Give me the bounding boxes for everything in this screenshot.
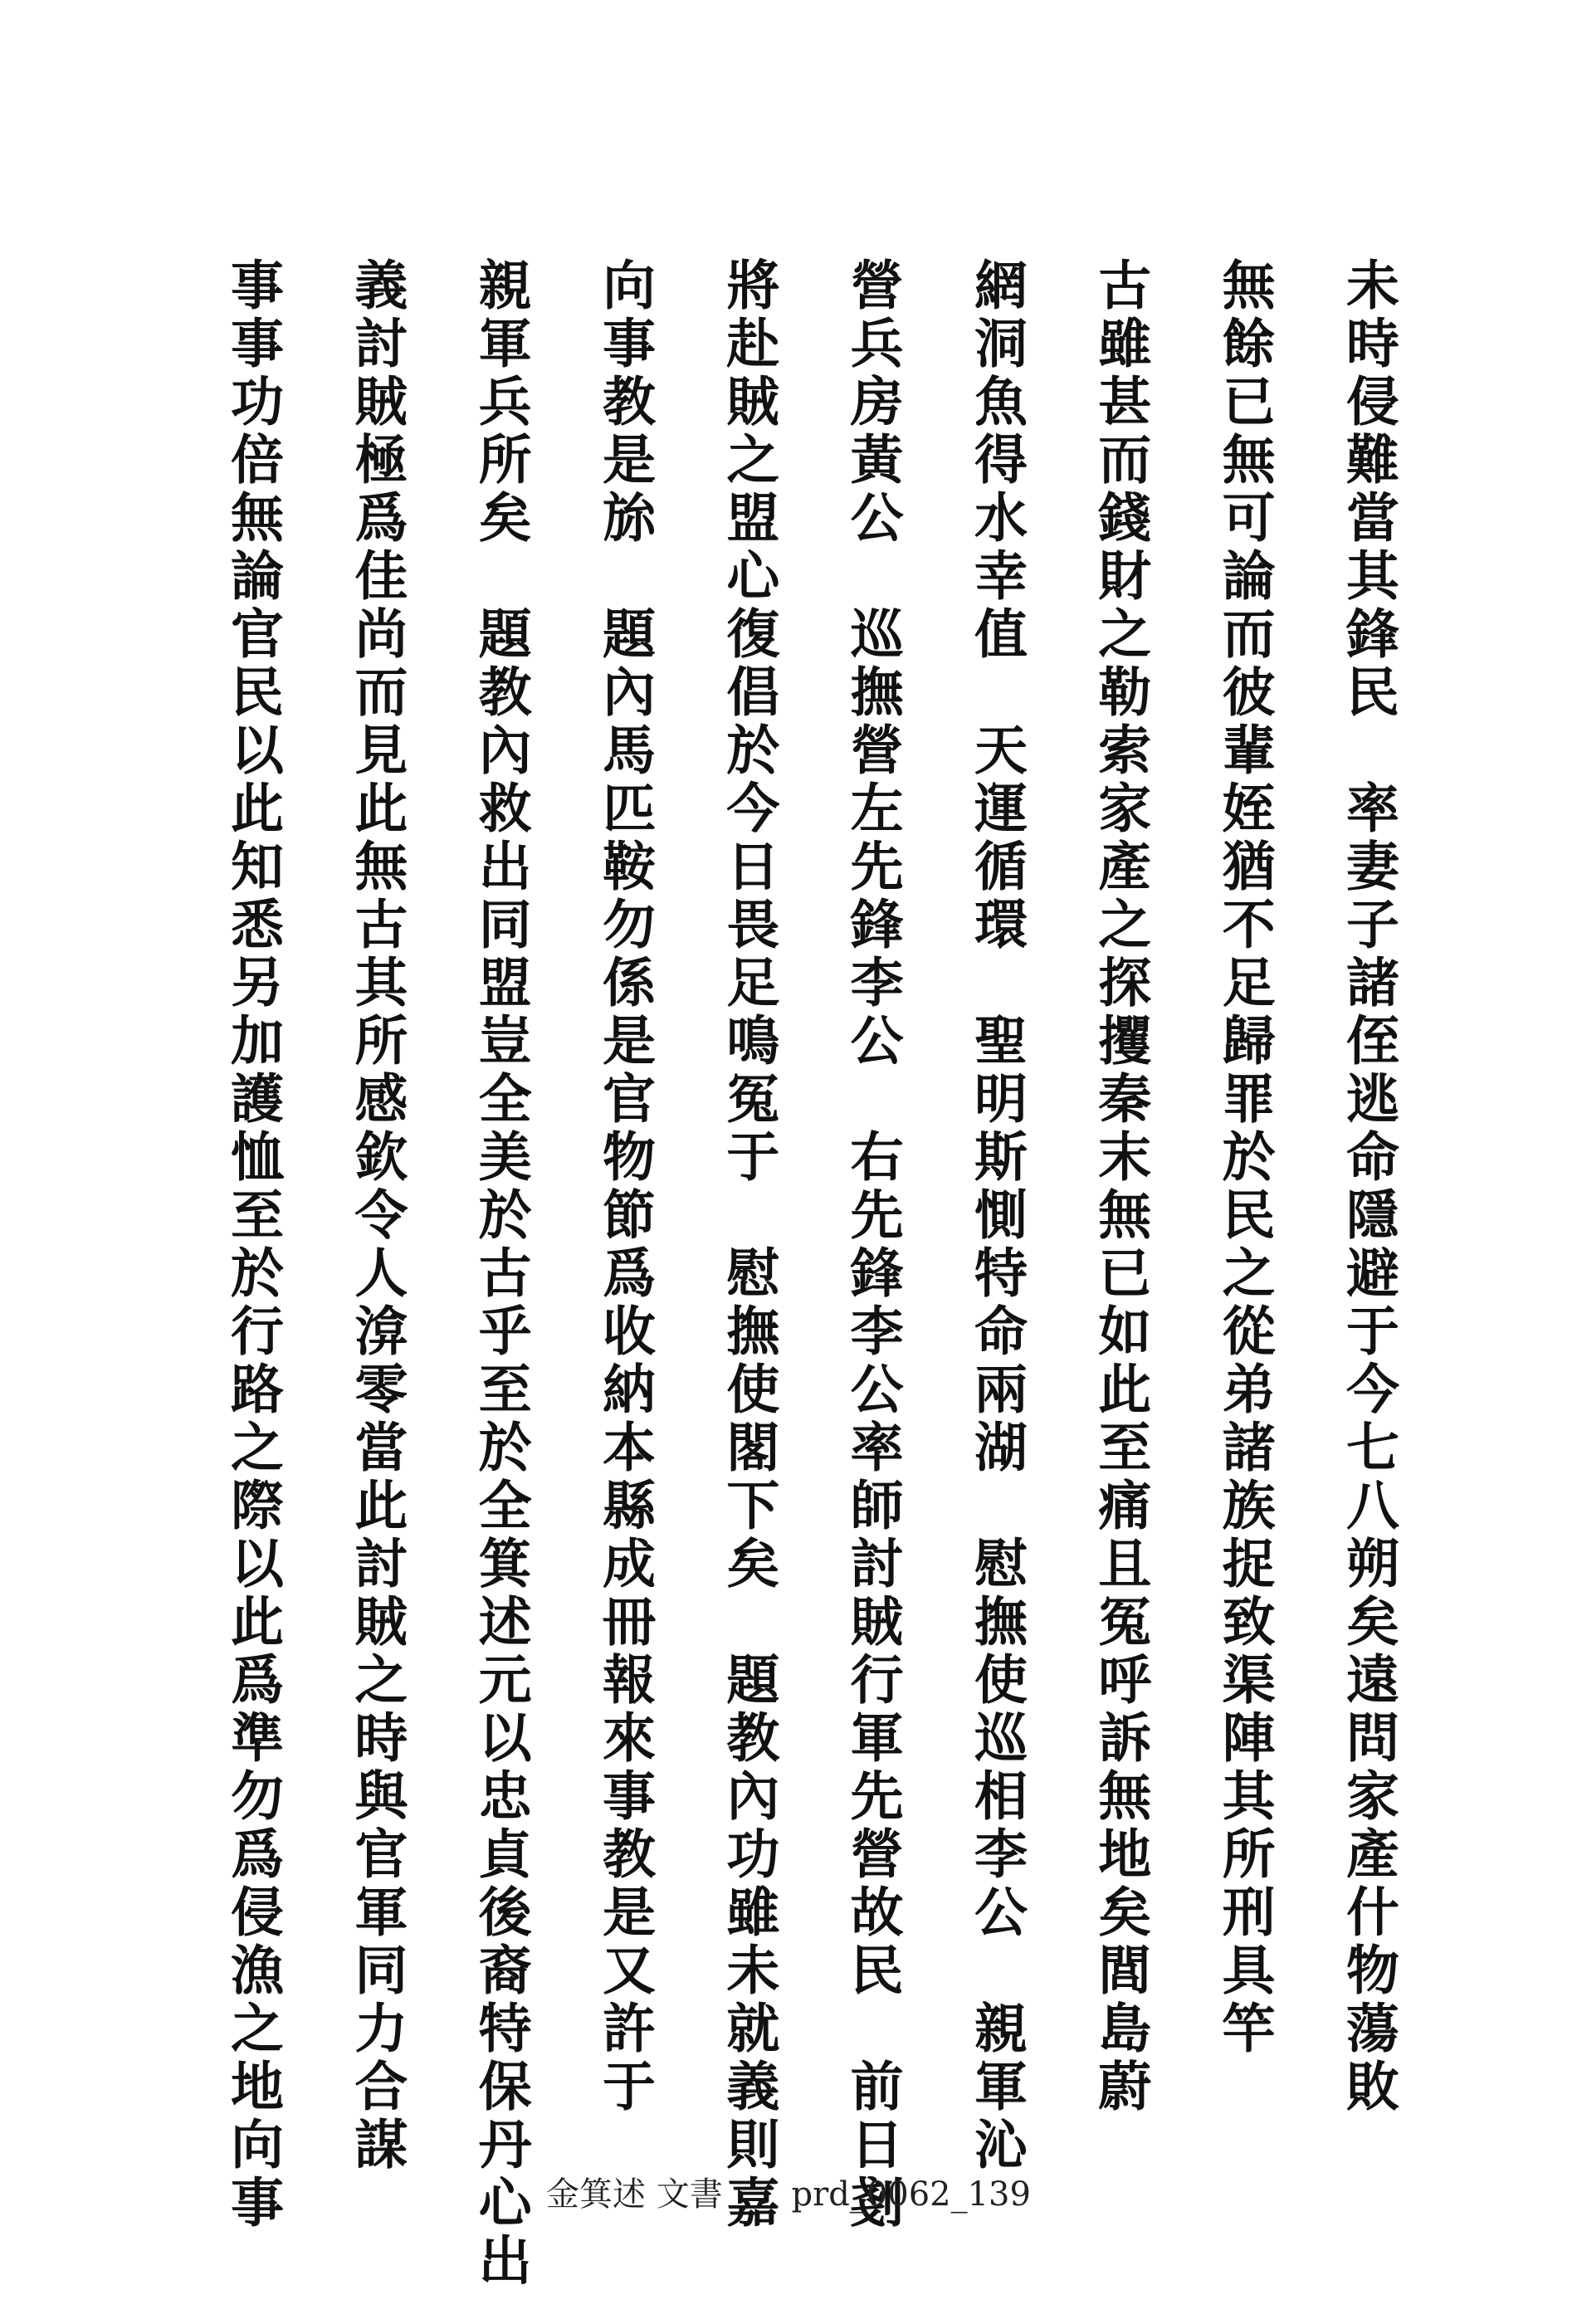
- manuscript-column-7: 向事教是旀 題內馬匹鞍勿係是官物節爲收納本縣成冊報來事教是又許于: [593, 257, 656, 2116]
- manuscript-column-8: 親軍兵所矣 題教內救出同盟豈全美於古乎至於全箕述元以忠貞後裔特保丹心出: [469, 257, 532, 2291]
- document-title: 金箕述 文書: [546, 2175, 723, 2214]
- page-footer: [0, 2168, 1577, 2215]
- manuscript-column-6: 將赴賊之盟心復倡於今日畏足鳴冤于 慰撫使閣下矣 題教內功雖未就義則嘉: [717, 257, 780, 2233]
- manuscript-column-5: 營兵房黃公 巡撫營左先鋒李公 右先鋒李公率師討賊行軍先營故民 前日剗: [841, 257, 904, 2233]
- manuscript-column-9: 義討賊極爲佳尚而見此無古其所感欽令人渰零當此討賊之時與官軍同力合謀: [345, 257, 408, 2175]
- manuscript-column-4: 網洞魚得水幸值 天運循環 聖明斯惻特命兩湖 慰撫使巡相李公 親軍沁: [964, 257, 1028, 2175]
- manuscript-column-10: 事事功倍無論官民以此知悉另加護恤至於行路之際以此爲準勿爲侵漁之地向事: [222, 257, 284, 2233]
- manuscript-column-2: 無餘已無可論而彼輩姪猶不足歸罪於民之從弟諸族捉致渠陣其所刑具竿: [1213, 257, 1276, 2058]
- manuscript-column-3: 古雖甚而錢財之勒索家產之探攫秦末無已如此至痛且冤呼訴無地矣閭島蔚: [1089, 257, 1152, 2116]
- manuscript-column-1: 未時侵難當其鋒民 率妻子諸侄逃命隱避于今七八朔矣遠問家產什物蕩敗: [1336, 257, 1399, 2116]
- document-code: prd_0062_139: [791, 2175, 1031, 2214]
